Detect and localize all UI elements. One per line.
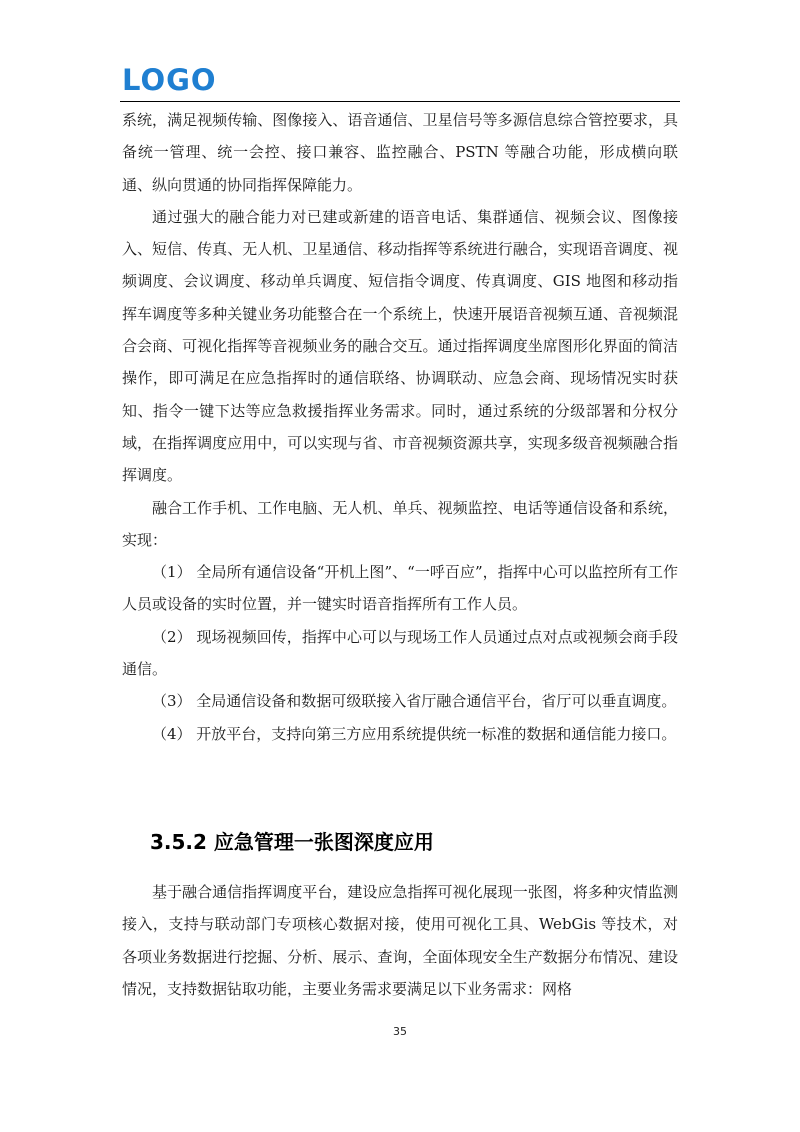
logo: LOGO — [122, 63, 217, 97]
paragraph: 通过强大的融合能力对已建或新建的语音电话、集群通信、视频会议、图像接入、短信、传真、无人机、卫星通信、移动指挥等系统进行融合，实现语音调度、视频调度、会议调度、移动单兵调度、短信指令调度、传真调度、GIS 地图和移动指挥车调度等多种关键业务功能整合在一个系统上，快速开展语音视频互通、音视频混合会商、可视化指挥等音视频业务的融合交互。通过指挥调度坐席图形化界面的简洁操作，即可满足在应急指挥时的通信联络、协调联动、应急会商、现场情况实时获知、指令一键下达等应急救援指挥业务需求。同时，通过系统的分级部署和分权分域，在指挥调度应用中，可以实现与省、市音视频资源共享，实现多级音视频融合指挥调度。 — [122, 207, 678, 485]
body-text-bottom — [122, 876, 678, 1005]
section-heading: 3.5.2 应急管理一张图深度应用 — [150, 830, 434, 854]
header-divider — [120, 101, 680, 102]
body-text-top — [122, 104, 678, 750]
list-item: （3） 全局通信设备和数据可级联接入省厅融合通信平台，省厅可以垂直调度。 — [152, 692, 677, 711]
list-item: （4） 开放平台，支持向第三方应用系统提供统一标准的数据和通信能力接口。 — [152, 724, 677, 743]
page-number: 35 — [393, 1025, 407, 1038]
list-item: （2） 现场视频回传，指挥中心可以与现场工作人员通过点对点或视频会商手段通信。 — [122, 627, 678, 679]
paragraph: 融合工作手机、工作电脑、无人机、单兵、视频监控、电话等通信设备和系统，实现： — [122, 498, 678, 549]
list-item: （1） 全局所有通信设备“开机上图”、“一呼百应”，指挥中心可以监控所有工作人员或设备的实时位置，并一键实时语音指挥所有工作人员。 — [122, 563, 678, 614]
paragraph: 系统，满足视频传输、图像接入、语音通信、卫星信号等多源信息综合管控要求，具备统一管理、统一会控、接口兼容、监控融合、PSTN 等融合功能，形成横向联通、纵向贯通的协同指挥保障能力。 — [122, 111, 678, 194]
paragraph: 基于融合通信指挥调度平台，建设应急指挥可视化展现一张图，将多种灾情监测接入，支持与联动部门专项核心数据对接，使用可视化工具、WebGis 等技术，对各项业务数据进行挖掘、分析、展示、查询，全面体现安全生产数据分布情况、建设情况，支持数据钻取功能，主要业务需求要满足以下业务需求：网格 — [122, 883, 678, 998]
